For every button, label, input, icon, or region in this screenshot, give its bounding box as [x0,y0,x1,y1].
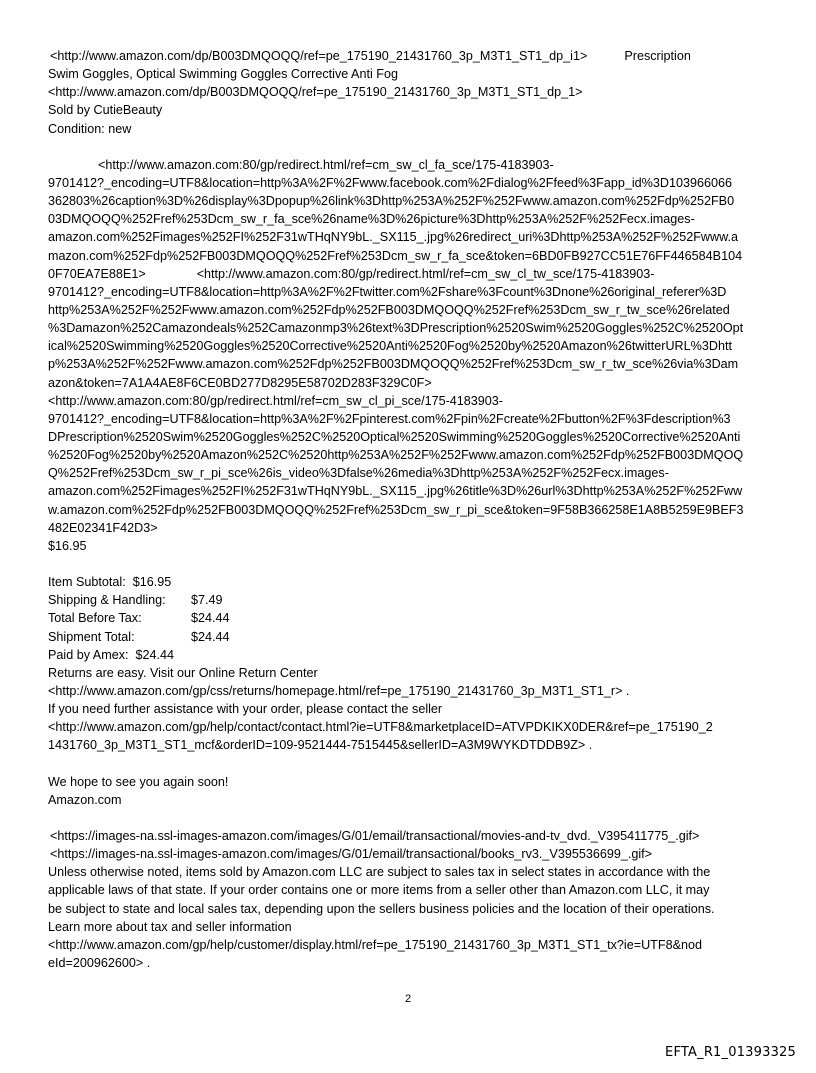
before-tax-row [48,609,770,627]
books-image-link[interactable]: <https://images-na.ssl-images-amazon.com/images/G/01/email/transactional/books_rv3._V395536699_.gif> [50,847,653,862]
tax-info-link[interactable]: <http://www.amazon.com/gp/help/customer/display.html/ref=pe_175190_21431760_3p_M3T1_ST1_tx?ie=UTF8&nod [48,937,702,952]
share-link-line[interactable]: 03DMQOQQ%252Fref%253Dcm_sw_r_fa_sce%26name%3D%26picture%3Dhttp%253A%252F%252Fecx.images- [48,212,695,227]
returns-text: Returns are easy. Visit our Online Return Center [48,665,318,680]
share-link-line[interactable]: mazon.com%252Fdp%252FB003DMQOQQ%252Fref%253Dcm_sw_r_fa_sce&token=6BD0FB927CC51E76FF446584B104 [48,248,743,263]
movies-image-link[interactable]: <https://images-na.ssl-images-amazon.com/images/G/01/email/transactional/movies-and-tv_dvd._V395411775_.gif> [50,829,700,844]
subtotal-label: Item Subtotal: [48,575,126,590]
share-link-line[interactable]: http%253A%252F%252Fwww.amazon.com%252Fdp%252FB003DMQOQQ%252Fref%253Dcm_sw_r_tw_sce%26related [48,302,730,317]
product-title-part1: Prescription [624,49,691,63]
product-title: Swim Goggles, Optical Swimming Goggles Corrective Anti Fog [48,67,398,82]
document-id: EFTA_R1_01393325 [665,1045,796,1060]
item-subtotal-row [48,573,770,591]
share-link-line[interactable]: DPrescription%2520Swim%2520Goggles%252C%2520Optical%2520Swimming%2520Goggles%2520Corrective%2520Anti [48,429,741,444]
assistance-text: If you need further assistance with your order, please contact the seller [48,702,443,717]
email-document [48,47,770,972]
share-link-line[interactable]: %3Damazon%252Camazondeals%252Camazonmp3%26text%3DPrescription%2520Swim%2520Goggles%252C%2520Opt [48,321,744,336]
sold-by: Sold by CutieBeauty [48,103,163,118]
paid-value: $24.44 [135,647,175,662]
share-link-line[interactable]: %2520Fog%2520by%2520Amazon%252C%2520http%253A%252F%252Fwww.amazon.com%252Fdp%252FB003DMQOQ [48,448,744,463]
shipping-label: Shipping & Handling: [48,593,166,608]
paid-label: Paid by Amex: [48,647,129,662]
tax-notice-line: Unless otherwise noted, items sold by Amazon.com LLC are subject to sales tax in select states in accordance with the [48,865,711,880]
product-link-i1[interactable]: <http://www.amazon.com/dp/B003DMQOQQ/ref=pe_175190_21431760_3p_M3T1_ST1_dp_i1> [50,49,588,63]
item-price: $16.95 [48,538,87,553]
shipment-total-row [48,628,770,646]
closing-text: We hope to see you again soon! [48,774,229,789]
tax-notice-line: applicable laws of that state. If your order contains one or more items from a seller other than Amazon.com LLC, it may [48,883,710,898]
before-tax-label: Total Before Tax: [48,611,142,626]
tax-info-link-cont[interactable]: eId=200962600> . [48,956,151,971]
signature: Amazon.com [48,792,122,807]
shipment-total-value: $24.44 [191,629,230,644]
tax-notice-line: be subject to state and local sales tax, depending upon the sellers business policies and the location of their operations. [48,901,715,916]
share-link-line[interactable]: p%253A%252F%252Fwww.amazon.com%252Fdp%252FB003DMQOQQ%252Fref%253Dcm_sw_r_tw_sce%26via%3Dam [48,357,739,372]
twitter-share-link[interactable]: <http://www.amazon.com:80/gp/redirect.html/ref=cm_sw_cl_tw_sce/175-4183903- [196,266,655,281]
share-link-line[interactable]: azon&token=7A1A4AE8F6CE0BD277D8295E58702D283F329C0F> [48,375,432,390]
share-link-line[interactable]: 9701412?_encoding=UTF8&location=http%3A%2F%2Fpinterest.com%2Fpin%2Fcreate%2Fbutton%2F%3Fdescription%3 [48,411,731,426]
before-tax-value: $24.44 [191,611,230,626]
share-link-line: 0F70EA7E88E1> <http://www.amazon.com:80/gp/redirect.html/ref=cm_sw_cl_tw_sce/175-4183903- [48,266,655,281]
share-link-line[interactable]: ical%2520Swimming%2520Goggles%2520Corrective%2520Anti%2520Fog%2520by%2520Amazon%26twitterURL%3Dhtt [48,339,732,354]
facebook-share-link[interactable]: <http://www.amazon.com:80/gp/redirect.html/ref=cm_sw_cl_fa_sce/175-4183903- [98,157,554,172]
subtotal-value: $16.95 [132,575,172,590]
returns-link[interactable]: <http://www.amazon.com/gp/css/returns/homepage.html/ref=pe_175190_21431760_3p_M3T1_ST1_r> . [48,683,630,698]
share-link-line[interactable]: amazon.com%252Fimages%252FI%252F31wTHqNY9bL._SX115_.jpg%26redirect_uri%3Dhttp%253A%252F%252Fwww.a [48,230,738,245]
share-link-line[interactable]: 362803%26caption%3D%26display%3Dpopup%26link%3Dhttp%253A%252F%252Fwww.amazon.com%252Fdp%252FB0 [48,194,735,209]
product-link-1[interactable]: <http://www.amazon.com/dp/B003DMQOQQ/ref=pe_175190_21431760_3p_M3T1_ST1_dp_1> [48,85,583,100]
product-line [48,47,770,65]
page-number: 2 [404,993,412,1005]
shipping-value: $7.49 [191,593,223,608]
shipping-row [48,591,770,609]
contact-seller-link[interactable]: <http://www.amazon.com/gp/help/contact/contact.html?ie=UTF8&marketplaceID=ATVPDKIKX0DER&ref=pe_175190_2 [48,720,713,735]
contact-seller-link-cont[interactable]: 1431760_3p_M3T1_ST1_mcf&orderID=109-9521444-7515445&sellerID=A3M9WYKDTDDB9Z> . [48,738,593,753]
share-link-line[interactable]: Q%252Fref%253Dcm_sw_r_pi_sce%26is_video%3Dfalse%26media%3Dhttp%253A%252F%252Fecx.images- [48,466,669,481]
tax-info-text: Learn more about tax and seller information [48,919,292,934]
share-link-line[interactable]: 482E02341F42D3> [48,520,158,535]
share-link-line[interactable]: 9701412?_encoding=UTF8&location=http%3A%2F%2Fwww.facebook.com%2Fdialog%2Ffeed%3Fapp_id%3D103966066 [48,175,733,190]
share-link-line[interactable]: w.amazon.com%252Fdp%252FB003DMQOQQ%252Fref%253Dcm_sw_r_pi_sce&token=9F58B366258E1A8B5259E9BEF3 [48,502,744,517]
share-link-line[interactable]: 9701412?_encoding=UTF8&location=http%3A%2F%2Ftwitter.com%2Fshare%3Fcount%3Dnone%26original_referer%3D [48,284,727,299]
share-link-line[interactable]: amazon.com%252Fimages%252FI%252F31wTHqNY9bL._SX115_.jpg%26title%3D%26url%3Dhttp%253A%252F%252Fww [48,484,743,499]
condition: Condition: new [48,121,132,136]
pinterest-share-link[interactable]: <http://www.amazon.com:80/gp/redirect.html/ref=cm_sw_cl_pi_sce/175-4183903- [48,393,504,408]
shipment-total-label: Shipment Total: [48,629,135,644]
paid-row [48,646,770,664]
